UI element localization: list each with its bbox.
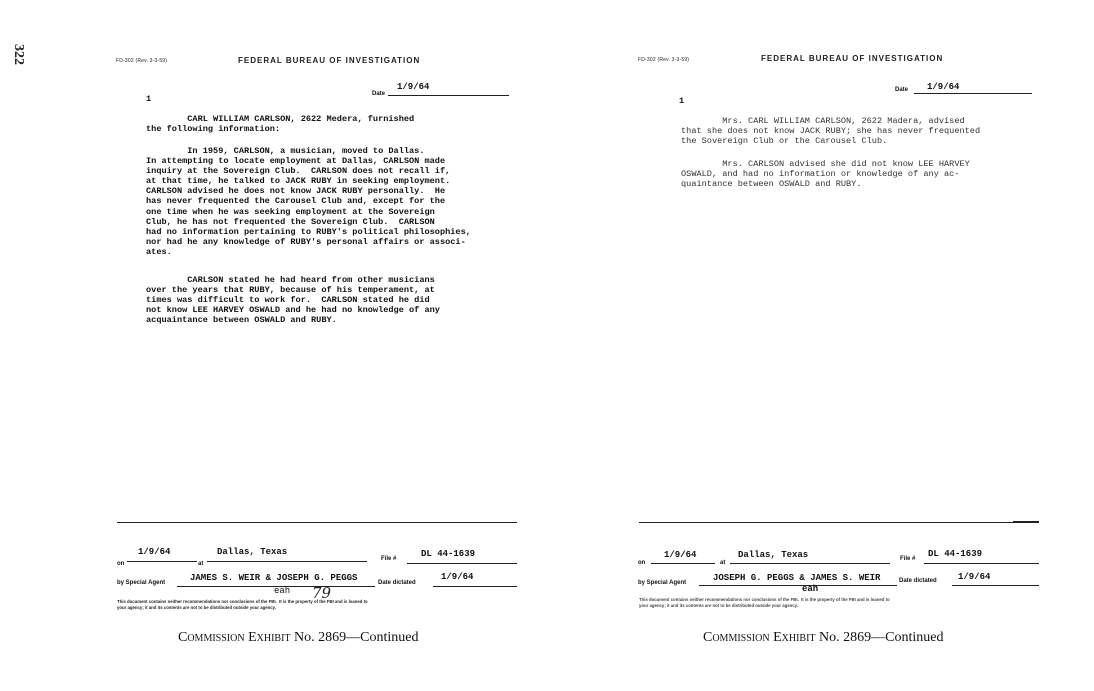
exhibit-caption bbox=[178, 630, 418, 646]
page-marker: 1 bbox=[146, 94, 152, 104]
dictated-date: 1/9/64 bbox=[441, 572, 474, 582]
interview-date: 1/9/64 bbox=[138, 547, 171, 557]
file-label: File # bbox=[900, 556, 916, 562]
agents-label: by Special Agent bbox=[117, 580, 166, 586]
on-label: on bbox=[638, 560, 646, 566]
date-label: Date bbox=[895, 87, 909, 93]
at-underline bbox=[207, 561, 367, 562]
dictated-date: 1/9/64 bbox=[958, 572, 991, 582]
file-underline bbox=[924, 563, 1039, 564]
page-number: 322 bbox=[11, 44, 26, 65]
page-marker: 1 bbox=[679, 96, 685, 106]
dictated-underline bbox=[433, 586, 517, 587]
paragraph-1: CARL WILLIAM CARLSON, 2622 Medera, furnished the following information: bbox=[146, 114, 415, 135]
caption-prefix: Commission Exhibit bbox=[703, 630, 816, 645]
at-label: at bbox=[720, 560, 726, 566]
file-label: File # bbox=[381, 556, 397, 562]
report-date: 1/9/64 bbox=[927, 82, 960, 92]
disclaimer: This document contains neither recommendations nor conclusions of the FBI. It is the property of the FBI and is loaned to your agency; it and its contents are not to be distributed outside your agency. bbox=[639, 597, 890, 608]
agents: JAMES S. WEIR & JOSEPH G. PEGGS bbox=[190, 573, 358, 583]
caption-suffix: No. 2869—Continued bbox=[819, 630, 944, 645]
interview-date: 1/9/64 bbox=[664, 550, 697, 560]
right-document bbox=[547, 0, 1094, 691]
agency-header: FEDERAL BUREAU OF INVESTIGATION bbox=[761, 54, 944, 63]
date-underline bbox=[388, 95, 509, 96]
dictated-underline bbox=[952, 585, 1039, 586]
dictated-label: Date dictated bbox=[899, 578, 937, 584]
location: Dallas, Texas bbox=[738, 550, 809, 560]
caption-prefix: Commission Exhibit bbox=[178, 630, 291, 645]
file-number: DL 44-1639 bbox=[421, 549, 476, 559]
date-label: Date bbox=[372, 91, 386, 97]
agents: JOSEPH G. PEGGS & JAMES S. WEIR bbox=[713, 573, 881, 583]
on-underline bbox=[127, 561, 197, 562]
file-number: DL 44-1639 bbox=[928, 549, 983, 559]
disclaimer: This document contains neither recommendations nor conclusions of the FBI. It is the property of the FBI and is loaned to your agency; it and its contents are not to be distributed outside your agency. bbox=[117, 599, 368, 610]
paragraph-2: Mrs. CARLSON advised she did not know LEE HARVEY OSWALD, and had no information or knowledge of any ac- quaintance between OSWALD and RUBY. bbox=[681, 159, 970, 190]
at-underline bbox=[730, 563, 890, 564]
dictated-label: Date dictated bbox=[378, 580, 416, 586]
initials: eah bbox=[274, 586, 291, 596]
on-underline bbox=[651, 563, 715, 564]
agency-header: FEDERAL BUREAU OF INVESTIGATION bbox=[238, 56, 421, 65]
date-underline bbox=[914, 93, 1032, 94]
at-label: at bbox=[198, 561, 204, 567]
form-number: FD-302 (Rev. 3-3-59) bbox=[116, 58, 168, 64]
footer-rule-tail bbox=[1013, 521, 1039, 522]
footer-rule bbox=[639, 522, 1039, 523]
paragraph-2: In 1959, CARLSON, a musician, moved to Dallas. In attempting to locate employment at Dallas, CARLSON made inquiry at the Sovereign Club. CARLSON does not recall if, at that time, he talked to JACK RUBY in seeking employment. CARLSON advised he does not know JACK RUBY personally. He has never frequented the Carousel Club and, except for the one time when he was seeking employment at the Sovereign Club, he has not frequented the Sovereign Club. CARLSON had no information pertaining to RUBY's political philosophies, nor had he any knowledge of RUBY's personal affairs or associ- ates. bbox=[146, 146, 471, 257]
report-date: 1/9/64 bbox=[397, 82, 430, 92]
handwritten-number: 79 bbox=[312, 584, 332, 602]
agents-label: by Special Agent bbox=[638, 580, 687, 586]
paragraph-3: CARLSON stated he had heard from other musicians over the years that RUBY, because of his temperament, at times was difficult to work for. CARLSON stated he did not know LEE HARVEY OSWALD and he had no knowledge of any acquaintance between OSWALD and RUBY. bbox=[146, 275, 440, 326]
footer-rule bbox=[117, 522, 517, 523]
caption-suffix: No. 2869—Continued bbox=[294, 630, 419, 645]
exhibit-caption bbox=[703, 630, 943, 646]
file-underline bbox=[407, 563, 517, 564]
agents-underline bbox=[699, 585, 897, 586]
paragraph-1: Mrs. CARL WILLIAM CARLSON, 2622 Madera, advised that she does not know JACK RUBY; she has never frequented the Sovereign Club or the Carousel Club. bbox=[681, 116, 981, 147]
location: Dallas, Texas bbox=[217, 547, 288, 557]
on-label: on bbox=[117, 561, 125, 567]
initials: eah bbox=[802, 584, 819, 594]
form-number: FD-302 (Rev. 3-3-59) bbox=[638, 57, 690, 63]
